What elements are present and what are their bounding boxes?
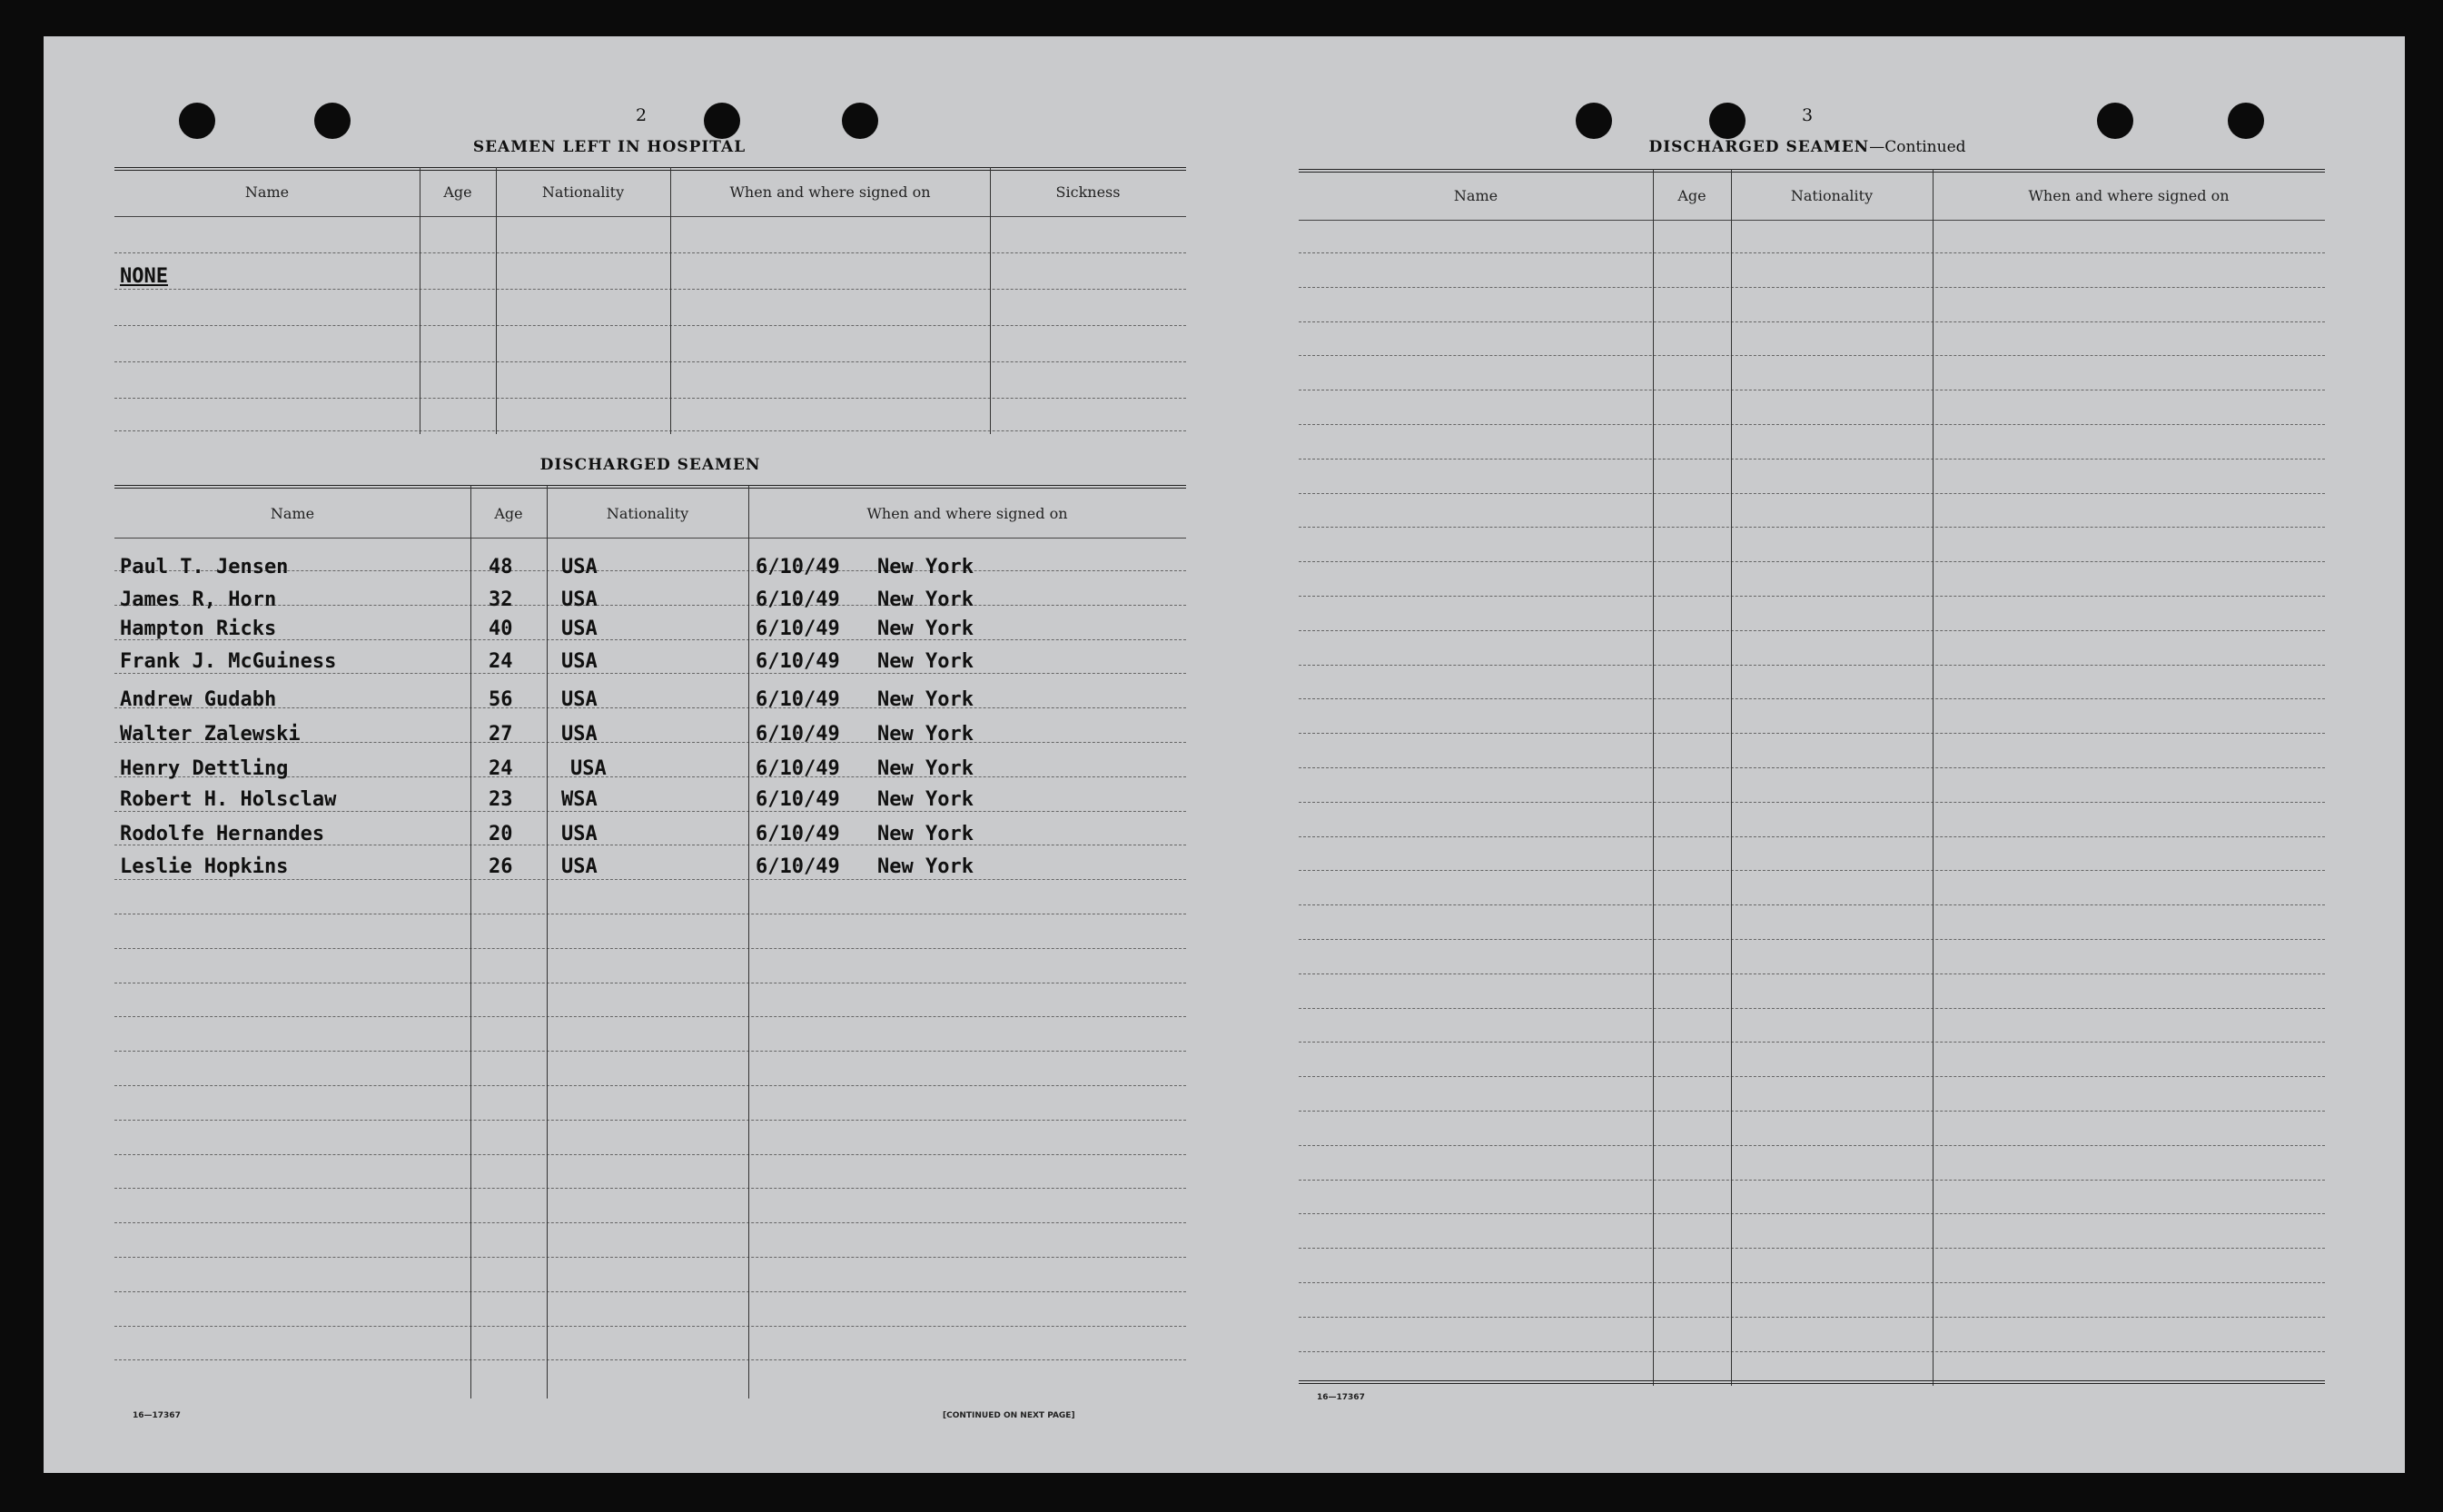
seaman-nationality: USA (561, 723, 598, 746)
ruled-line (114, 673, 1186, 674)
discharged-header-nationality: Nationality (606, 505, 689, 522)
signed-on-place: New York (877, 788, 974, 811)
ruled-line (1299, 1145, 2325, 1146)
ruled-line (1299, 767, 2325, 768)
signed-on-date: 6/10/49 (756, 855, 840, 878)
hospital-table (114, 167, 1186, 434)
discharged-header-age: Age (494, 505, 523, 522)
hospital-header-signed-on: When and where signed on (729, 183, 931, 201)
seaman-nationality: USA (561, 855, 598, 878)
ruled-line (1299, 424, 2325, 425)
ruled-line (1299, 836, 2325, 837)
continued-header-name: Name (1453, 187, 1498, 204)
ruled-line (1299, 493, 2325, 494)
ruled-line (114, 1085, 1186, 1086)
hospital-entry-none: NONE (120, 265, 168, 288)
left-page (114, 36, 1186, 1473)
seaman-nationality: USA (561, 823, 598, 845)
ruled-line (1299, 1008, 2325, 1009)
seaman-nationality: USA (561, 688, 598, 711)
ruled-line (1299, 355, 2325, 356)
signed-on-place: New York (877, 823, 974, 845)
seaman-nationality: USA (561, 588, 598, 611)
signed-on-place: New York (877, 855, 974, 878)
discharged-header-signed-on: When and where signed on (866, 505, 1068, 522)
ruled-line (1299, 973, 2325, 974)
ruled-line (1299, 1111, 2325, 1112)
seaman-age: 23 (489, 788, 513, 811)
form-number: 16—17367 (1317, 1393, 1365, 1402)
seaman-age: 32 (489, 588, 513, 611)
ruled-line (1299, 802, 2325, 803)
hospital-header-sickness: Sickness (1055, 183, 1121, 201)
seaman-age: 24 (489, 757, 513, 780)
continued-header-nationality: Nationality (1790, 187, 1874, 204)
ruled-line (1299, 1248, 2325, 1249)
discharged-table (114, 485, 1186, 1398)
seaman-name: Henry Dettling (120, 757, 289, 780)
seaman-name: James R, Horn (120, 588, 277, 611)
ruled-line (1299, 1180, 2325, 1181)
seaman-name: Rodolfe Hernandes (120, 823, 325, 845)
ruled-line (114, 1257, 1186, 1258)
hospital-section-title: SEAMEN LEFT IN HOSPITAL (472, 138, 747, 156)
ruled-line (114, 948, 1186, 949)
signed-on-date: 6/10/49 (756, 588, 840, 611)
ruled-line (1299, 1351, 2325, 1352)
ruled-line (1299, 459, 2325, 460)
ruled-line (1299, 1213, 2325, 1214)
ruled-line (1299, 904, 2325, 905)
signed-on-date: 6/10/49 (756, 688, 840, 711)
ruled-line (1299, 1076, 2325, 1077)
ruled-line (1299, 630, 2325, 631)
signed-on-place: New York (877, 650, 974, 673)
signed-on-date: 6/10/49 (756, 788, 840, 811)
ruled-line (1299, 561, 2325, 562)
seaman-name: Andrew Gudabh (120, 688, 277, 711)
ruled-line (114, 1326, 1186, 1327)
right-page (1299, 36, 2369, 1473)
document-sheet (44, 36, 2405, 1473)
seaman-age: 40 (489, 618, 513, 640)
seaman-name: Walter Zalewski (120, 723, 301, 746)
signed-on-place: New York (877, 588, 974, 611)
ruled-line (114, 1188, 1186, 1189)
seaman-nationality: USA (561, 556, 598, 578)
ruled-line (1299, 1317, 2325, 1318)
ruled-line (1299, 252, 2325, 253)
discharged-section-title: DISCHARGED SEAMEN (539, 456, 761, 474)
signed-on-date: 6/10/49 (756, 556, 840, 578)
hospital-header-nationality: Nationality (541, 183, 625, 201)
page-number: 3 (1801, 105, 1814, 125)
ruled-line (1299, 698, 2325, 699)
form-number: 16—17367 (133, 1411, 181, 1420)
ruled-line (114, 879, 1186, 880)
seaman-age: 56 (489, 688, 513, 711)
signed-on-place: New York (877, 688, 974, 711)
ruled-line (1299, 1042, 2325, 1043)
ruled-line (114, 1051, 1186, 1052)
ruled-line (1299, 527, 2325, 528)
signed-on-date: 6/10/49 (756, 823, 840, 845)
seaman-name: Hampton Ricks (120, 618, 277, 640)
signed-on-date: 6/10/49 (756, 618, 840, 640)
hospital-header-name: Name (244, 183, 290, 201)
discharged-continued-table (1299, 169, 2325, 1386)
seaman-nationality: USA (561, 650, 598, 673)
seaman-nationality: WSA (561, 788, 598, 811)
ruled-line (114, 1154, 1186, 1155)
ruled-line (1299, 939, 2325, 940)
ruled-line (1299, 321, 2325, 322)
page-number: 2 (635, 105, 648, 125)
ruled-line (1299, 1282, 2325, 1283)
signed-on-place: New York (877, 723, 974, 746)
hospital-header-age: Age (443, 183, 472, 201)
ruled-line (1299, 733, 2325, 734)
ruled-line (114, 1016, 1186, 1017)
ruled-line (1299, 665, 2325, 666)
ruled-line (114, 1222, 1186, 1223)
title-main: DISCHARGED SEAMEN (1648, 138, 1870, 156)
continued-note: [CONTINUED ON NEXT PAGE] (943, 1411, 1075, 1420)
seaman-age: 20 (489, 823, 513, 845)
ruled-line (1299, 596, 2325, 597)
continued-header-signed-on: When and where signed on (2028, 187, 2230, 204)
ruled-line (114, 1120, 1186, 1121)
discharged-continued-title (1480, 138, 2134, 156)
signed-on-date: 6/10/49 (756, 723, 840, 746)
signed-on-place: New York (877, 757, 974, 780)
seaman-nationality: USA (570, 757, 607, 780)
signed-on-place: New York (877, 556, 974, 578)
seaman-age: 48 (489, 556, 513, 578)
discharged-header-name: Name (270, 505, 315, 522)
ruled-line (1299, 870, 2325, 871)
seaman-name: Paul T. Jensen (120, 556, 289, 578)
title-suffix: —Continued (1869, 138, 1966, 156)
ruled-line (114, 1359, 1186, 1360)
continued-header-age: Age (1677, 187, 1706, 204)
seaman-age: 24 (489, 650, 513, 673)
seaman-name: Frank J. McGuiness (120, 650, 337, 673)
seaman-name: Robert H. Holsclaw (120, 788, 337, 811)
seaman-nationality: USA (561, 618, 598, 640)
ruled-line (1299, 287, 2325, 288)
seaman-age: 26 (489, 855, 513, 878)
signed-on-date: 6/10/49 (756, 757, 840, 780)
ruled-line (114, 1291, 1186, 1292)
signed-on-date: 6/10/49 (756, 650, 840, 673)
signed-on-place: New York (877, 618, 974, 640)
seaman-age: 27 (489, 723, 513, 746)
seaman-name: Leslie Hopkins (120, 855, 289, 878)
